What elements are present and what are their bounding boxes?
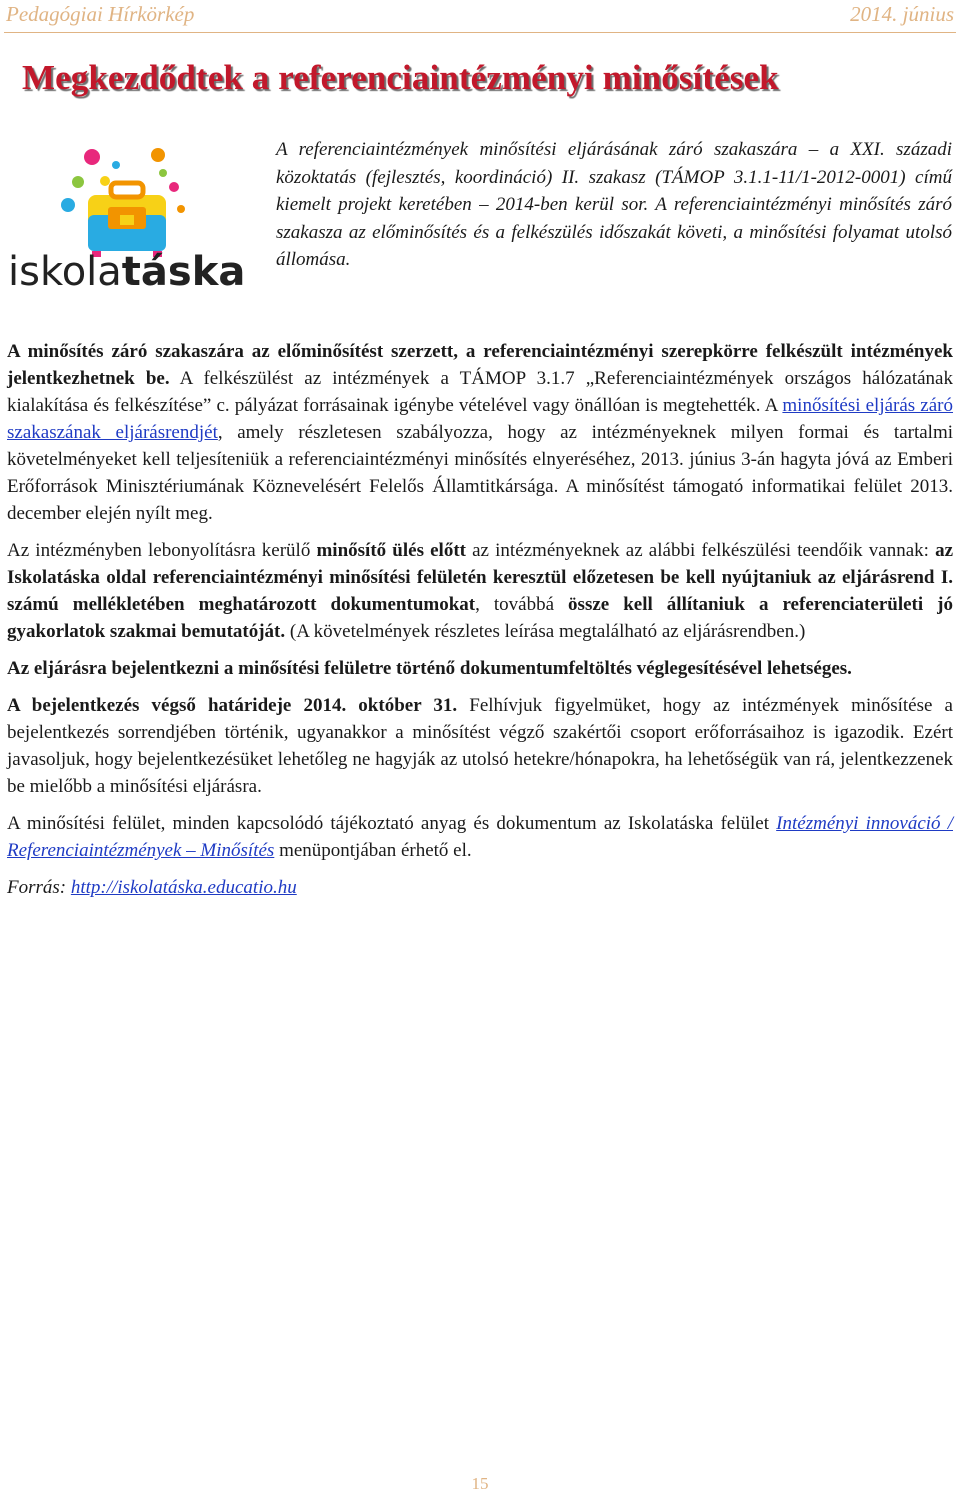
svg-text:iskolatáska — [8, 249, 245, 295]
p2-text-1: Az intézményben lebonyolításra kerülő — [7, 540, 317, 561]
deadline-bold: A bejelentkezés végső határideje 2014. október 31. — [7, 695, 458, 716]
p2-bold-3: össze kell állítaniuk a referenciaterületi jó gyakorlatok szakmai bemutatóját. — [7, 594, 953, 642]
paragraph-3 — [7, 655, 953, 682]
paragraph-4 — [7, 692, 953, 800]
p5-text-1: A minősítési felület, minden kapcsolódó tájékoztató anyag és dokumentum az Iskolatáska felület — [7, 813, 777, 834]
procedure-link[interactable]: minősítési eljárás záró szakaszának eljárásrendjét — [7, 395, 954, 443]
source-link[interactable]: http://iskolatáska.educatio.hu — [70, 877, 297, 898]
p1-text-2: , amely részletesen szabályozza, hogy az intézményeknek milyen formai és tartalmi követelményeket kell teljesíteniük a referenciaintézményi minősítés elnyeréséhez, 2013. június 3-án hagyta jóvá az Emberi Erőforrások Minisztériumának Köznevelésért Felelős Államtitkársága. A minősítést támogató informatikai felület 2013. december elején nyílt meg. — [7, 422, 953, 524]
iskolataska-logo-graphic — [8, 145, 263, 295]
paragraph-5 — [7, 810, 953, 864]
page-header — [0, 0, 960, 36]
article-body — [7, 338, 953, 911]
article-intro: A referenciaintézmények minősítési eljárásának záró szakaszára – a XXI. századi közoktatás (fejlesztés, koordináció) II. szakasz (TÁMOP 3.1.1-11/1-2012-0001) című kiemelt projekt keretében – 2014-ben kerül sor. A referenciaintézményi minősítés záró szakasza az előminősítés és a felkészülés időszakát követi, a minősítési folyamat utolsó állomása. — [276, 139, 952, 270]
logo-text-light: iskola — [8, 249, 122, 295]
page-number: 15 — [471, 1474, 489, 1493]
p2-text-3: , továbbá — [475, 594, 569, 615]
p2-bold-1: minősítő ülés előtt — [316, 540, 466, 561]
p2-text-2: az intézményeknek az alábbi felkészülési teendőik vannak: — [465, 540, 936, 561]
logo-text-bold: táska — [121, 249, 246, 295]
p3-bold: Az eljárásra bejelentkezni a minősítési felületre történő dokumentumfeltöltés véglegesítésével lehetséges. — [7, 658, 852, 679]
source-label: Forrás: — [7, 877, 71, 898]
paragraph-2 — [7, 537, 953, 645]
p2-bold-2: az Iskolatáska oldal referenciaintézményi minősítési felületén keresztül előzetesen be kell nyújtaniuk az eljárásrend I. számú mellékletében meghatározott dokumentumokat — [7, 540, 953, 615]
iskolataska-logo — [8, 145, 263, 295]
p2-text-4: (A követelmények részletes leírása megtalálható az eljárásrendben.) — [285, 621, 806, 642]
p4-text: Felhívjuk figyelmüket, hogy az intézmények minősítése a bejelentkezés sorrendjében történik, ugyanakkor a minősítést végző szakértői csoport erőforrásaihoz is igazodik. Ezért javasoljuk, hogy bejelentkezésüket lehetőleg ne hagyják az utolsó hetekre/hónapokra, ha lehetőségük van rá, jelentkezzenek be mielőbb a minősítési eljárásra. — [7, 695, 953, 797]
menu-path-link[interactable]: Intézményi innováció / Referenciaintézmények – Minősítés — [7, 813, 953, 861]
paragraph-1 — [7, 338, 953, 527]
publication-name: Pedagógiai Hírkörkép — [6, 2, 195, 26]
source-line — [7, 874, 953, 901]
issue-date: 2014. június — [850, 2, 954, 26]
p5-text-2: menüpontjában érhető el. — [274, 840, 472, 861]
header-divider — [4, 32, 956, 33]
p1-bold: A minősítés záró szakaszára az előminősítést szerzett, a referenciaintézményi szerepkörre felkészült intézmények jelentkezhetnek be. — [7, 341, 953, 389]
p1-text-1: A felkészülést az intézmények a TÁMOP 3.1.7 „Referenciaintézmények országos hálózatának kialakítása és felkészítése” c. pályázat forrásainak igénybe vételével vagy önállóan is megtehették. A — [7, 368, 953, 416]
article-title: Megkezdődtek a referenciaintézményi minősítések — [22, 58, 779, 97]
